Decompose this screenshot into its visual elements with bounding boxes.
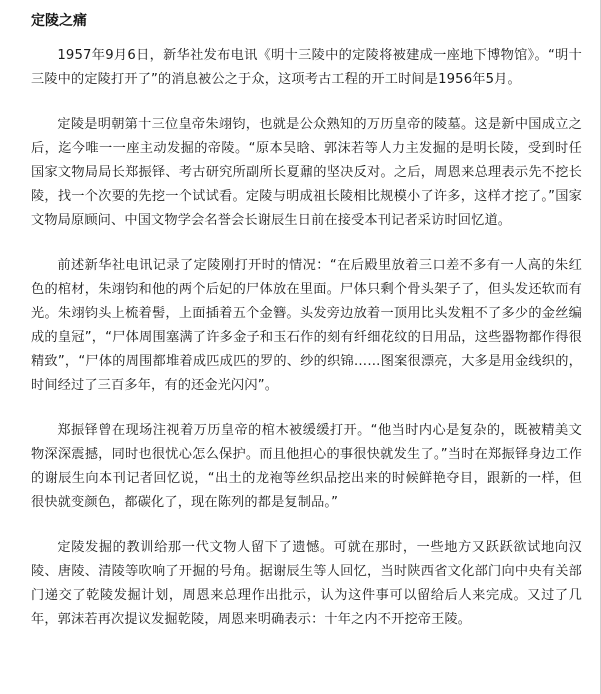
paragraph-1: 1957年9月6日，新华社发布电讯《明十三陵中的定陵将被建成一座地下博物馆》。“明十三陵中的定陵打开了”的消息被公之于众，这项考古工程的开工时间是1956年5月。	[31, 48, 582, 87]
article-title: 定陵之痛	[31, 13, 87, 29]
paragraph-4: 郑振铎曾在现场注视着万历皇帝的棺木被缓缓打开。“他当时内心是复杂的，既被精美文物深深震撼，同时也很忧心怎么保护。而且他担心的事很快就发生了。”当时在郑振铎身边工作的谢辰生向本刊记者回忆说，“出土的龙袍等丝织品挖出来的时候鲜艳夺目，跟新的一样，但很快就变颜色，都碳化了，现在陈列的都是复制品。”	[31, 423, 582, 510]
paragraph-2: 定陵是明朝第十三位皇帝朱翊钧，也就是公众熟知的万历皇帝的陵墓。这是新中国成立之后，迄今唯一一座主动发掘的帝陵。“原本吴晗、郭沫若等人力主发掘的是明长陵，受到时任国家文物局局长郑振铎、考古研究所副所长夏鼐的坚决反对。之后，周恩来总理表示先不挖长陵，找一个次要的先挖一个试试看。定陵与明成祖长陵相比规模小了许多，这样才挖了。”国家文物局原顾问、中国文物学会名誉会长谢辰生日前在接受本刊记者采访时回忆道。	[31, 117, 582, 228]
paragraph-5: 定陵发掘的教训给那一代文物人留下了遗憾。可就在那时，一些地方又跃跃欲试地向汉陵、唐陵、清陵等吹响了开掘的号角。据谢辰生等人回忆，当时陕西省文化部门向中央有关部门递交了乾陵发掘计划，周恩来总理作出批示，认为这件事可以留给后人来完成。又过了几年，郭沫若再次提议发掘乾陵，周恩来明确表示：十年之内不开挖帝王陵。	[31, 540, 582, 627]
paragraph-3: 前述新华社电讯记录了定陵刚打开时的情况：“在后殿里放着三口差不多有一人高的朱红色的棺材，朱翊钧和他的两个后妃的尸体放在里面。尸体只剩个骨头架子了，但头发还软而有光。朱翊钧头上梳着髻，上面插着五个金簪。头发旁边放着一顶用比头发粗不了多少的金丝编成的皇冠”，“尸体周围塞满了许多金子和玉石作的刻有纤细花纹的日用品，这些器物都作得很精致”，“尸体的周围都堆着成匹成匹的罗的、纱的织锦……图案很漂亮，大多是用金线织的，时间经过了三百多年，有的还金光闪闪”。	[31, 258, 582, 393]
